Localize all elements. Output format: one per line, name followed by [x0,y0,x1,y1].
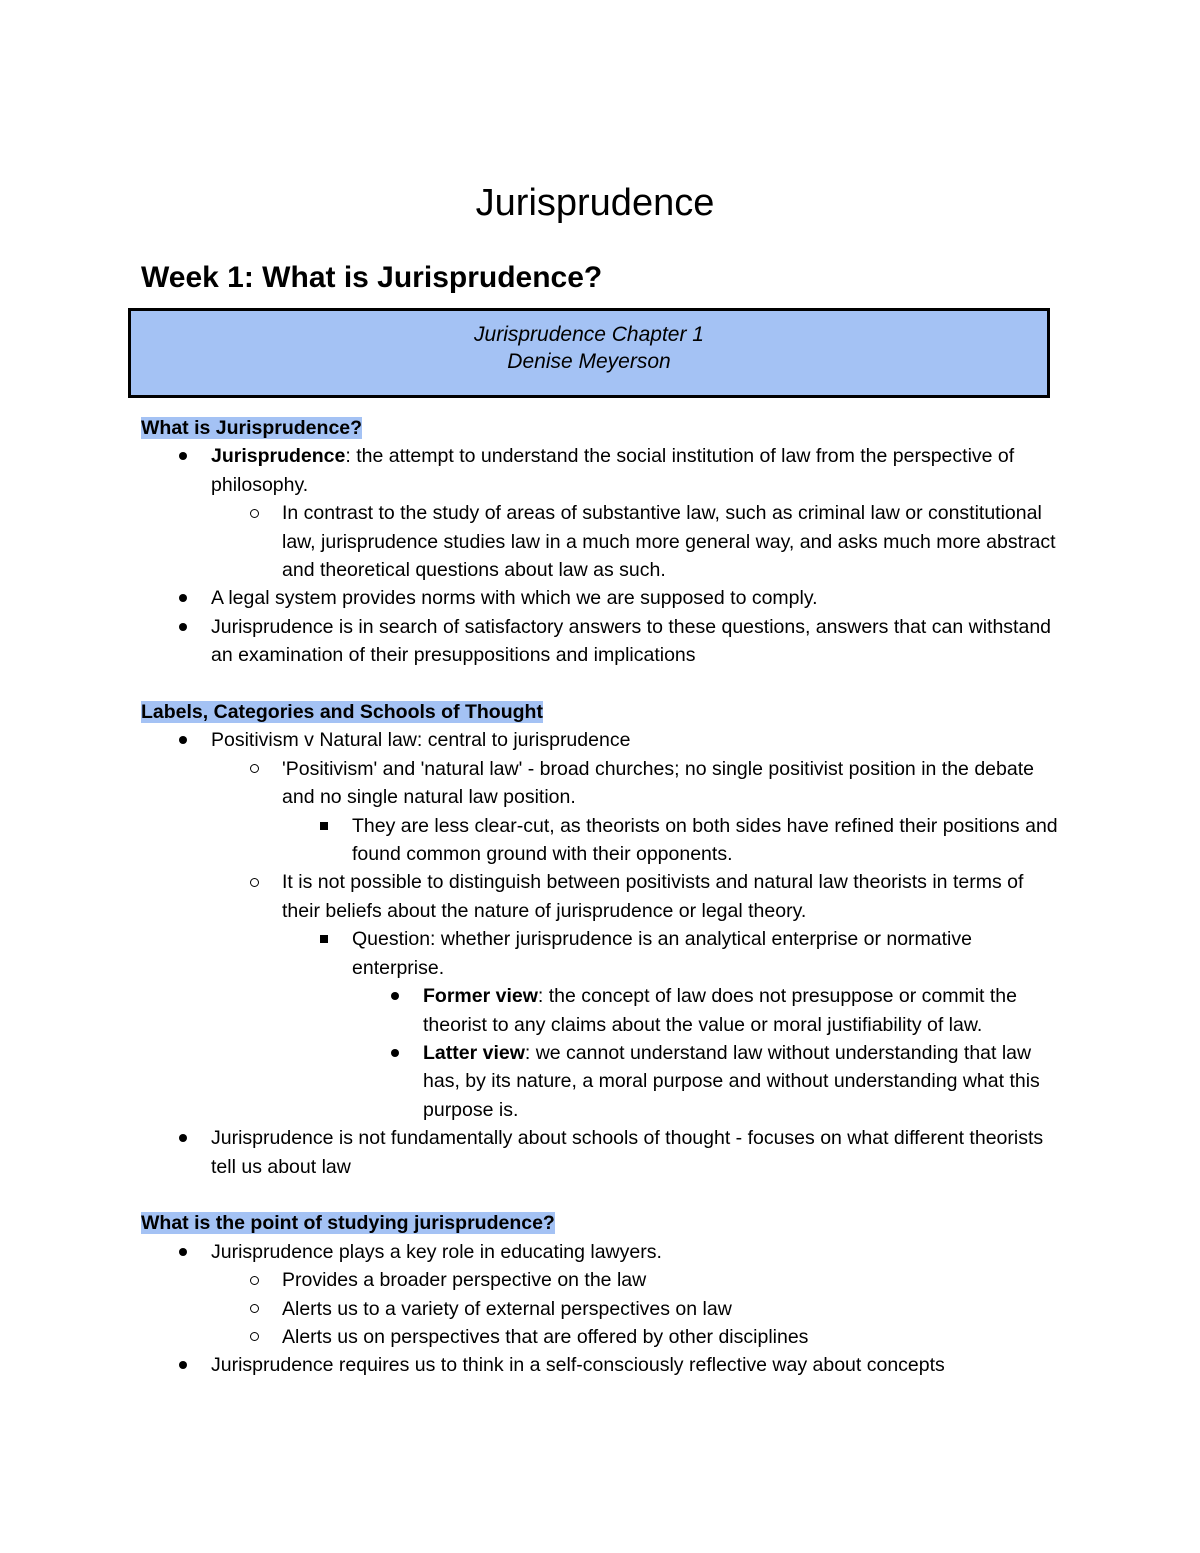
source-chapter: Jurisprudence Chapter 1 [474,323,704,346]
filled-bullet-icon [176,584,190,612]
week-heading: Week 1: What is Jurisprudence? [141,261,603,294]
list-item [141,1266,1061,1294]
list-item-text: A legal system provides norms with which we are supposed to comply. [211,587,818,610]
list-item-text: Alerts us to a variety of external perspectives on law [282,1297,732,1320]
list-item-text: Alerts us on perspectives that are offered by other disciplines [282,1325,809,1348]
list-item-text: In contrast to the study of areas of substantive law, such as criminal law or constitutional law, jurisprudence studies law in a much more general way, and asks much more abstract and theoretical questions about law as such. [282,502,1056,582]
list-item [141,755,1061,812]
square-bullet-icon [317,812,331,840]
list-item [141,1351,1061,1379]
source-reference-box [128,308,1050,398]
list-item-text: Jurisprudence plays a key role in educating lawyers. [211,1240,662,1263]
list-item [141,442,1061,499]
list-item [141,613,1061,670]
list-item-text: Jurisprudence requires us to think in a self-consciously reflective way about concepts [211,1354,945,1377]
list-item [141,925,1061,982]
filled-bullet-icon [176,1238,190,1266]
filled-bullet-icon [176,613,190,641]
term: Jurisprudence [211,445,346,468]
filled-bullet-icon [176,726,190,754]
hollow-bullet-icon [247,755,261,783]
list-item [141,584,1061,612]
filled-bullet-icon [176,442,190,470]
section-heading: What is the point of studying jurisprudence? [141,1212,555,1235]
list-item [141,1124,1061,1181]
list-item-text: Provides a broader perspective on the law [282,1269,647,1292]
list-item [141,1295,1061,1323]
square-bullet-icon [317,925,331,953]
list-item [141,812,1061,869]
section-heading: What is Jurisprudence? [141,417,363,439]
document-title: Jurisprudence [475,182,715,224]
list-item [141,726,1061,754]
list-item-text: Question: whether jurisprudence is an analytical enterprise or normative enterprise. [352,928,972,979]
hollow-bullet-icon [247,499,261,527]
list-item [141,1039,1061,1124]
list-item-text: 'Positivism' and 'natural law' - broad churches; no single positivist position in the debate and no single natural law position. [282,757,1034,809]
term: Former view [423,985,538,1008]
definition-text: : the concept of law does not presuppose or commit the theorist to any claims about the value or moral justifiability of law. [423,985,1017,1036]
notes-content [141,414,1061,1380]
list-item-text: Jurisprudence is not fundamentally about schools of thought - focuses on what different theorists tell us about law [211,1127,1044,1178]
list-item-text: Positivism v Natural law: central to jurisprudence [211,729,631,752]
list-item [141,1238,1061,1266]
hollow-bullet-icon [247,1323,261,1351]
definition-text: : the attempt to understand the social institution of law from the perspective of philosophy. [211,445,1015,496]
definition-text: : we cannot understand law without understanding that law has, by its nature, a moral purpose and without understanding what this purpose is. [423,1041,1040,1121]
source-author: Denise Meyerson [507,350,671,373]
filled-bullet-icon [388,982,402,1010]
filled-bullet-icon [388,1039,402,1067]
term: Latter view [423,1041,525,1064]
list-item-text: Jurisprudence is in search of satisfactory answers to these questions, answers that can withstand an examination of their presuppositions and implications [211,615,1052,667]
filled-bullet-icon [176,1351,190,1379]
filled-bullet-icon [176,1124,190,1152]
list-item [141,1323,1061,1351]
list-item [141,868,1061,925]
list-item [141,499,1061,584]
hollow-bullet-icon [247,868,261,896]
list-item-text: They are less clear-cut, as theorists on both sides have refined their positions and found common ground with their opponents. [352,814,1058,866]
list-item-text: It is not possible to distinguish between positivists and natural law theorists in terms of their beliefs about the nature of jurisprudence or legal theory. [282,871,1024,922]
hollow-bullet-icon [247,1266,261,1294]
hollow-bullet-icon [247,1295,261,1323]
list-item [141,982,1061,1039]
section-heading: Labels, Categories and Schools of Thought [141,701,543,724]
